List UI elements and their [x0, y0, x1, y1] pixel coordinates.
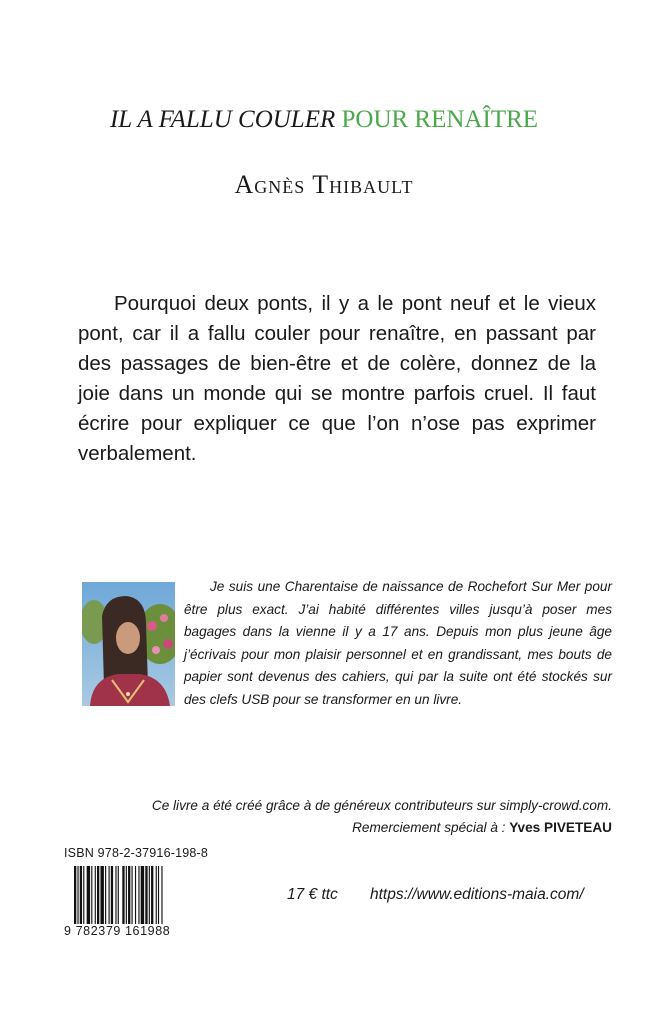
barcode-bar: [126, 866, 127, 924]
book-title: [0, 104, 648, 136]
barcode-bar: [77, 866, 78, 924]
barcode-bar: [151, 866, 153, 924]
barcode-bar: [141, 866, 144, 924]
isbn-label: ISBN 978-2-37916-198-8: [64, 846, 209, 860]
book-blurb: Pourquoi deux ponts, il y a le pont neuf et le vieux pont, car il a fallu couler pour renaître, en passant par des passages de bien-être et de colère, donnez de la joie dans un monde qui se montre parfois cruel. Il faut écrire pour expliquer ce que l’on n’ose pas exprimer verbalement.: [78, 292, 596, 465]
barcode-bar: [158, 866, 159, 924]
barcode-bar: [100, 866, 103, 924]
thanks-name: Yves PIVETEAU: [509, 820, 612, 835]
price: 17 € ttc: [287, 886, 338, 903]
publisher-website[interactable]: https://www.editions-maia.com/: [370, 886, 584, 903]
credit-line-1: Ce livre a été créé grâce à de généreux contributeurs sur simply-crowd.com.: [151, 798, 612, 813]
barcode-bar: [97, 866, 99, 924]
barcode-bar: [109, 866, 110, 924]
barcode-bar: [149, 866, 150, 924]
barcode-bar: [122, 866, 124, 924]
barcode-bar: [87, 866, 90, 924]
author-name: Agnès Thibault: [234, 170, 414, 199]
barcode-bar: [115, 866, 116, 924]
barcode-bar: [132, 866, 133, 924]
credit-line-2: [52, 817, 612, 839]
author-bio: Je suis une Charentaise de naissance de Rochefort Sur Mer pour être plus exact. J’ai habité différentes villes jusqu’à poser mes bagages dans la vienne il y a 17 ans. Depuis mon plus jeune âge j’écrivais pour mon plaisir personnel et en grandissant, mes bouts de papier sont devenus des cahiers, qui par la suite ont été stockés sur des clefs USB pour se transformer en un livre.: [184, 579, 612, 707]
barcode: [74, 866, 196, 924]
barcode-bar: [105, 866, 106, 924]
barcode-bar: [161, 866, 162, 924]
credits: [52, 795, 612, 839]
barcode-bar: [111, 866, 113, 924]
credit-line-2-prefix: Remerciement spécial à :: [352, 820, 506, 835]
title-green-part: POUR RENAÎTRE: [341, 106, 539, 133]
barcode-bar: [135, 866, 136, 924]
author-photo: [82, 582, 175, 706]
barcode-bar: [145, 866, 147, 924]
barcode-bar: [95, 866, 96, 924]
barcode-bar: [80, 866, 82, 924]
title-italic-part: IL A FALLU COULER: [109, 106, 336, 133]
barcode-bar: [118, 866, 119, 924]
barcode-digits: 9 782379 161988: [64, 924, 171, 938]
barcode-bar: [128, 866, 130, 924]
barcode-bar: [83, 866, 84, 924]
barcode-bar: [156, 866, 157, 924]
barcode-bar: [91, 866, 92, 924]
barcode-bar: [138, 866, 139, 924]
barcode-bar: [74, 866, 76, 924]
